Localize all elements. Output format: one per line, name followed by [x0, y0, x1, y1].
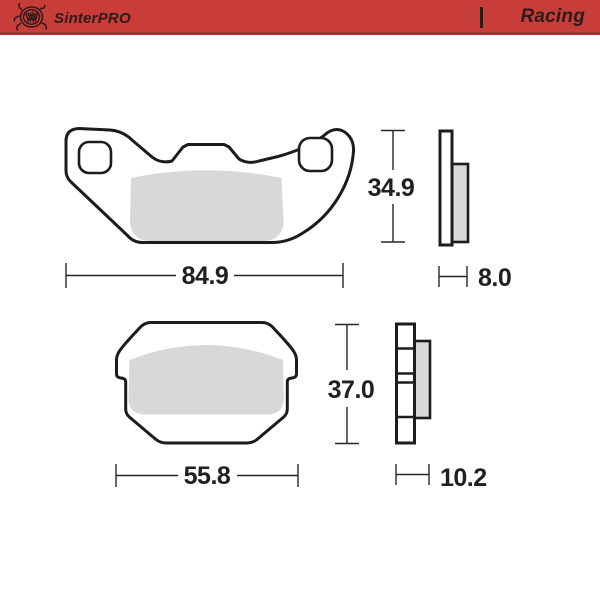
pad1-height-dimension [368, 131, 415, 243]
pad1-width-label: 84.9 [181, 262, 229, 290]
pad2-thickness-dimension [396, 464, 487, 492]
pad1-side-backplate [440, 131, 452, 245]
pad2-height-dimension [328, 325, 375, 444]
pad2-plan-view [117, 323, 297, 444]
pad1-height-label: 34.9 [367, 174, 415, 202]
pad2-width-label: 55.8 [183, 462, 231, 490]
pad1-thickness-label: 8.0 [478, 264, 512, 292]
pad1-mounting-hole-left [79, 142, 111, 173]
pad1-side-view [440, 131, 468, 245]
pad1-plan-view [66, 129, 354, 243]
pad2-friction-material [129, 345, 285, 415]
pad2-width-dimension [116, 462, 298, 490]
pad2-thickness-label: 10.2 [440, 464, 487, 492]
pad2-side-view [397, 324, 431, 443]
product-line-label: Racing [520, 6, 585, 27]
brand-name: SinterPRO [54, 10, 131, 27]
pad1-width-dimension [66, 262, 343, 290]
pad1-mounting-hole-right [299, 138, 332, 171]
pad1-side-friction [452, 164, 468, 242]
pad1-thickness-dimension [439, 264, 511, 292]
pad1-friction-material [130, 170, 284, 241]
pad2-side-friction [415, 341, 431, 418]
pad2-height-label: 37.0 [327, 376, 375, 404]
